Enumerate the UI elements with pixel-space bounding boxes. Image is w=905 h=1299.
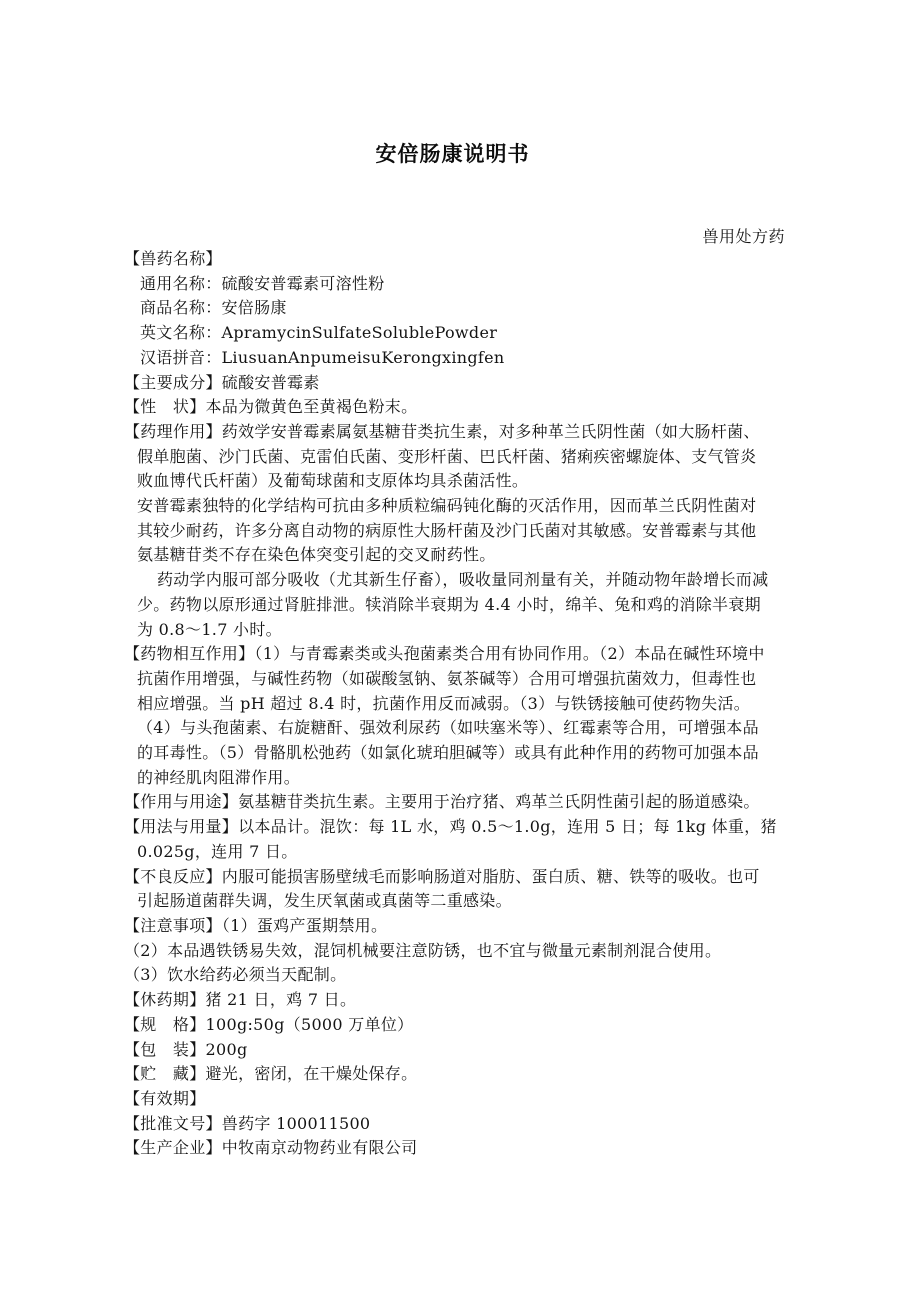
line-drug-interactions-4: （4）与头孢菌素、右旋糖酐、强效利尿药（如呋塞米等）、红霉素等合用，可增强本品 — [137, 718, 759, 738]
line-dosage-2: 0.025g，连用 7 日。 — [137, 841, 298, 861]
line-drug-interactions-6: 的神经肌肉阻滞作用。 — [137, 767, 301, 787]
line-precautions-2: （2）本品遇铁锈易失效，混饲机械要注意防锈，也不宜与微量元素制剂混合使用。 — [124, 940, 722, 960]
line-specification: 【规 格】100g:50g（5000 万单位） — [124, 1014, 414, 1034]
line-pharmacology-5: 其较少耐药，许多分离自动物的病原性大肠杆菌及沙门氏菌对其敏感。安普霉素与其他 — [137, 520, 757, 540]
line-storage: 【贮 藏】避光，密闭，在干燥处保存。 — [124, 1064, 418, 1084]
line-pharmacology-2: 假单胞菌、沙门氏菌、克雷伯氏菌、变形杆菌、巴氏杆菌、猪痢疾密螺旋体、支气管炎 — [137, 446, 757, 466]
line-dosage-1: 【用法与用量】以本品计。混饮：每 1L 水，鸡 0.5～1.0g，连用 5 日；每 1kg 体重，猪 — [124, 817, 777, 837]
line-heading-drug-name: 【兽药名称】 — [124, 249, 222, 268]
line-withdrawal-period: 【休药期】猪 21 日，鸡 7 日。 — [124, 990, 357, 1010]
line-indications: 【作用与用途】氨基糖苷类抗生素。主要用于治疗猪、鸡革兰氏阴性菌引起的肠道感染。 — [124, 792, 760, 812]
line-adverse-reactions-1: 【不良反应】内服可能损害肠壁绒毛而影响肠道对脂肪、蛋白质、糖、铁等的吸收。也可 — [124, 866, 760, 886]
line-drug-interactions-3: 相应增强。当 pH 超过 8.4 时，抗菌作用反而减弱。（3）与铁锈接触可使药物失活。 — [137, 693, 751, 713]
line-pharmacology-6: 氨基糖苷类不存在染色体突变引起的交叉耐药性。 — [137, 545, 496, 565]
line-main-ingredient: 【主要成分】硫酸安普霉素 — [124, 372, 320, 392]
line-description: 【性 状】本品为微黄色至黄褐色粉末。 — [124, 397, 418, 417]
line-pharmacology-4: 安普霉素独特的化学结构可抗由多种质粒编码钝化酶的灭活作用，因而革兰氏阴性菌对 — [137, 496, 757, 516]
line-trade-name: 商品名称：安倍肠康 — [140, 298, 287, 318]
line-package: 【包 装】200g — [124, 1039, 248, 1059]
line-pinyin-name: 汉语拼音：LiusuanAnpumeisuKerongxingfen — [140, 347, 505, 367]
prescription-classification: 兽用处方药 — [702, 227, 785, 246]
line-drug-interactions-1: 【药物相互作用】（1）与青霉素类或头孢菌素类合用有协同作用。（2）本品在碱性环境中 — [124, 644, 765, 664]
line-pharmacokinetics-2: 少。药物以原形通过肾脏排泄。犊消除半衰期为 4.4 小时，绵羊、兔和鸡的消除半衰期 — [137, 594, 761, 614]
line-pharmacokinetics-3: 为 0.8～1.7 小时。 — [137, 619, 282, 639]
line-drug-interactions-2: 抗菌作用增强，与碱性药物（如碳酸氢钠、氨茶碱等）合用可增强抗菌效力，但毒性也 — [137, 668, 757, 688]
line-precautions-3: （3）饮水给药必须当天配制。 — [124, 965, 347, 985]
line-approval-number: 【批准文号】兽药字 100011500 — [124, 1113, 371, 1133]
line-pharmacology-1: 【药理作用】药效学安普霉素属氨基糖苷类抗生素，对多种革兰氏阴性菌（如大肠杆菌、 — [124, 421, 760, 441]
line-english-name: 英文名称：ApramycinSulfateSolublePowder — [140, 323, 498, 343]
line-drug-interactions-5: 的耳毒性。（5）骨骼肌松弛药（如氯化琥珀胆碱等）或具有此种作用的药物可加强本品 — [137, 743, 759, 763]
line-adverse-reactions-2: 引起肠道菌群失调，发生厌氧菌或真菌等二重感染。 — [137, 891, 512, 911]
line-generic-name: 通用名称：硫酸安普霉素可溶性粉 — [140, 273, 385, 293]
document-title: 安倍肠康说明书 — [375, 141, 530, 166]
line-expiry: 【有效期】 — [124, 1088, 206, 1108]
line-precautions-1: 【注意事项】（1）蛋鸡产蛋期禁用。 — [124, 915, 388, 935]
line-manufacturer: 【生产企业】中牧南京动物药业有限公司 — [124, 1138, 418, 1158]
line-pharmacokinetics-1: 药动学内服可部分吸收（尤其新生仔畜），吸收量同剂量有关，并随动物年龄增长而减 — [157, 570, 769, 590]
line-pharmacology-3: 败血博代氏杆菌）及葡萄球菌和支原体均具杀菌活性。 — [137, 471, 529, 491]
leaflet-body — [124, 247, 788, 1161]
